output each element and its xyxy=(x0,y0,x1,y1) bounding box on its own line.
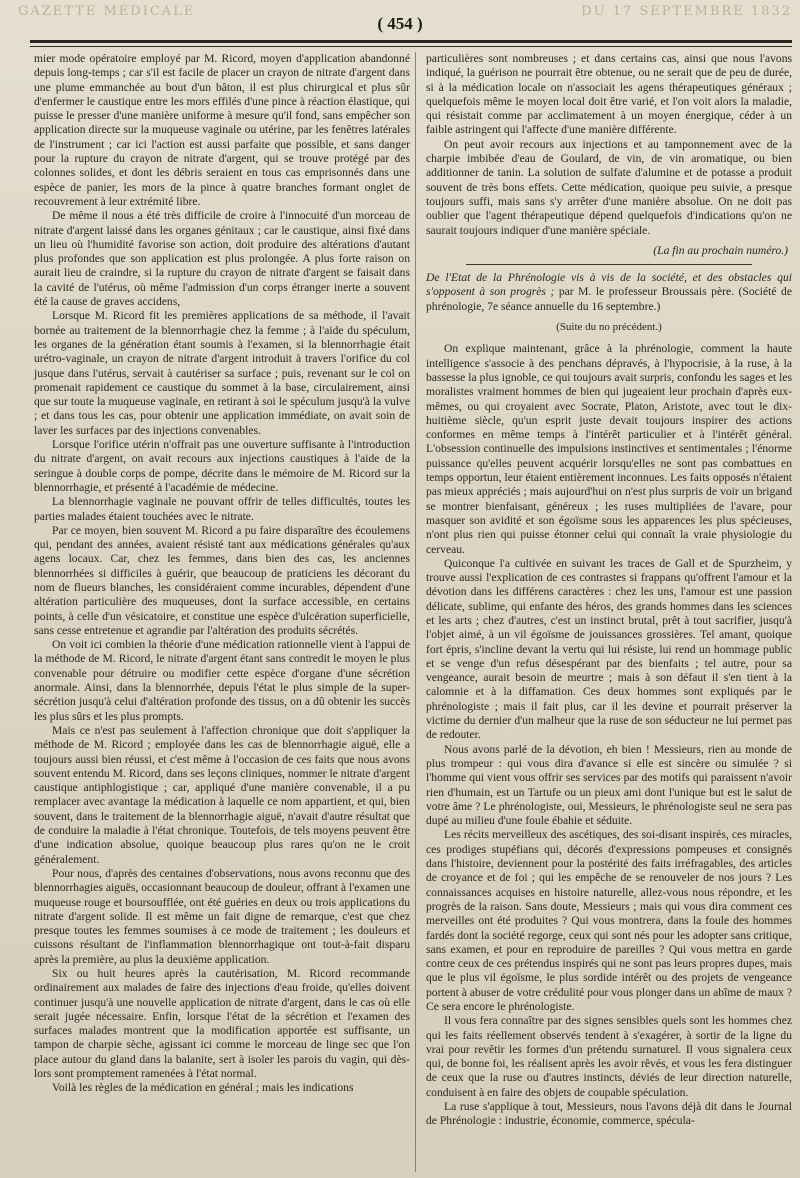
left-paragraph: Mais ce n'est pas seulement à l'affection chronique que doit s'appliquer la méthode de M. Ricord ; employée dans les cas de blennorrhagie aiguë, elle a toujours aussi bien réussi, et c'est même à l'occasion de ces faits que nous avons souvent entendu M. Ricord, dans ses leçons cliniques, nommer le nitrate d'argent caustique antiphlogistique ; car, appliqué d'une manière convenable, il a pu remplacer avec avantage la médication à laquelle ce nom appartient, et qui, bien souvent, dans le traitement de la blennorrhagie aiguë, n'avait d'autre résultat que de conduire la maladie à l'état chronique. Toutefois, de tels moyens peuvent être d'une indication absolue, quoique beaucoup plus rares qu'on ne le croit généralement. xyxy=(34,723,410,866)
left-paragraph: Six ou huit heures après la cautérisation, M. Ricord recommande ordinairement aux malades de faire des injections d'eau froide, qu'elles doivent continuer jusqu'à une nouvelle application de nitrate d'argent, dans le cas où elle serait jugée nécessaire. Enfin, lorsque l'état de la sécrétion et l'examen des surfaces malades montrent que la modification apportée est suffisante, un tampon de charpie sèche, agissant ici comme le morceau de linge sec que l'on place autour du gland dans la balanite, sert à isoler les parois du vagin, qui dès-lors sont promptement ramenées à l'état normal. xyxy=(34,967,410,1081)
header-rule-thin xyxy=(30,46,792,47)
article-title-rest: par M. le professeur Broussais père. (Société de phrénologie, 7e séance annuelle du 16 septembre.) xyxy=(426,285,792,313)
continuation-note: (La fin au prochain numéro.) xyxy=(653,243,788,257)
article-paragraph: Il vous fera connaître par des signes sensibles quels sont les hommes chez qui les faits réellement observés tendent à s'exagérer, à sortir de la ligne du vrai pour revêtir les formes d'un prétendu surnaturel. Il vous signalera ceux qui, de bonne foi, les réalisent après les avoir rêvés, et vous les fera distinguer de ceux que la ruse ou d'autres instincts, déviés de leur direction naturelle, conduisent à en faire des objets de coupable spéculation. xyxy=(426,1014,792,1099)
article-paragraph: La ruse s'applique à tout, Messieurs, nous l'avons déjà dit dans le Journal de Phrénologie : industrie, économie, commerce, spécula- xyxy=(426,1100,792,1128)
left-paragraph: De même il nous a été très difficile de croire à l'innocuité d'un morceau de nitrate d'argent laissé dans les organes génitaux ; car le caustique, ainsi fixé dans un lieu où l'humidité favorise son action, doit produire des altérations d'autant plus profondes que son application est plus prolongée. A plus forte raison on aurait lieu de craindre, si la rupture du crayon de nitrate d'argent se faisait dans la cavité de l'utérus, où même l'admission d'un corps étranger inerte a souvent été la cause de graves accidens, xyxy=(34,209,410,309)
article-suite: (Suite du no précédent.) xyxy=(556,321,662,334)
left-paragraph: Lorsque M. Ricord fit les premières applications de sa méthode, il l'avait bornée au traitement de la blennorrhagie chez la femme ; à l'aide du spéculum, les organes de la génération étant soumis à l'examen, si la blennorrhagie était urétro-vaginale, un crayon de nitrate d'argent introduit à travers l'orifice du col jusque dans l'utérus, servait à cautériser sa surface ; puis, revenant sur le col on promenait rapidement ce caustique du sommet à la base, circulairement, ainsi que sur toute la muqueuse vaginale, en retirant à soi le spéculum jusqu'à la vulve ; et dans tous les cas, pour obtenir une application immédiate, on avait soin de laver les surfaces par des injections convenables. xyxy=(34,309,410,437)
left-paragraph: On voit ici combien la théorie d'une médication rationnelle vient à l'appui de la méthode de M. Ricord, le nitrate d'argent étant sans contredit le moyen le plus convenable pour détruire ou modifier cette espèce d'organe d'une sécrétion anormale. Ainsi, dans la blennorrhée, depuis l'état le plus simple de la super-sécrétion jusqu'à celui d'altération profonde des tissus, on a dû obtenir les succès les plus sûrs et les plus prompts. xyxy=(34,638,410,723)
right-paragraph: particulières sont nombreuses ; et dans certains cas, ainsi que nous l'avons indiqué, la guérison ne pourrait être obtenue, ou ne serait que de peu de durée, si à la médication locale on n'associait les agens thérapeutiques généraux ; quelquefois même le moyen local doit être varié, et l'on voit alors la maladie, qui résistait comme par acclimatement à un moyen énergique, céder à un faible astringent qui l'affecte d'une manière différente. xyxy=(426,52,792,137)
article-title-italic: De l'Etat de la Phrénologie vis à vis de la société, et des obstacles qui s'opposent à son progrès ; xyxy=(426,271,792,299)
page-number: ( 454 ) xyxy=(377,14,423,33)
left-paragraph: Pour nous, d'après des centaines d'observations, nous avons reconnu que des blennorrhagies aiguës, occasionnant beaucoup de douleur, offrant à l'examen une muqueuse rouge et boursoufflée, ont été guéries en deux ou trois applications du nitrate d'argent solide. Il est même un fait digne de remarque, c'est que chez presque toutes les femmes soumises à ce mode de traitement ; les douleurs et cuissons résultant de l'inflammation blennorrhagique ont tout-à-fait disparu après la première, au plus la deuxième application. xyxy=(34,866,410,966)
column-divider xyxy=(415,52,416,1172)
left-paragraph: Par ce moyen, bien souvent M. Ricord a pu faire disparaître des écoulemens qui, pendant des années, avaient résisté tant aux médications générales qu'aux agens locaux. Car, chez les femmes, dans bien des cas, les anciennes blennorrhées si difficiles à guérir, que beaucoup de praticiens les décorant du nom de flueurs blanches, les considéraient comme incurables, dépendent d'une altération particulière des muqueuses, dont la surface accessible, en certains points, à celle d'un vésicatoire, et constitue une espèce d'ulcération superficielle, sans cesse entretenue et agrandie par l'altération des produits sécrétés. xyxy=(34,523,410,637)
left-paragraph: La blennorrhagie vaginale ne pouvant offrir de telles difficultés, toutes les parties malades étaient touchées avec le nitrate. xyxy=(34,495,410,523)
right-column xyxy=(426,52,792,1129)
bleed-through-text-left: GAZETTE MÉDICALE xyxy=(18,4,196,19)
article-paragraph: Nous avons parlé de la dévotion, eh bien ! Messieurs, rien au monde de plus trompeur : qui vous dira d'avance si elle est sincère ou simulée ? si l'homme qui vient vous offrir ses services par des motifs qui paraissent n'avoir rien d'humain, est un Tartufe ou un pieux ami dont l'unique but est le salut de votre âme ? Le phrénologiste, oui, Messieurs, le phrénologiste seul ne sera pas dupé au milieu d'une foule ébahie et séduite. xyxy=(426,742,792,828)
article-separator xyxy=(466,264,752,265)
article-paragraph: On explique maintenant, grâce à la phrénologie, comment la haute intelligence s'associe à des penchans dépravés, à l'hypocrisie, à la ruse, à la bassesse la plus ignoble, ce qui toujours avait surpris, confondu les sages et les moralistes vraiment hommes de bien qui jugeaient leur prochain d'après eux-mêmes, ou qui croyaient avec Socrate, Platon, Aristote, avec tout le dix-huitième siècle, qu'un esprit juste devait toujours inspirer des actions conformes en même temps à l'intérêt particulier et à l'intérêt général. L'obsession continuelle des impulsions instinctives et sentimentales ; l'énorme puissance qu'elles peuvent acquérir lorsqu'elles ne sont pas combattues en temps opportun, leur étaient entièrement inconnues. Les faits opposés n'étaient pas mieux appréciés ; mais aujourd'hui on n'est plus surpris de voir un brigand se montrer bienfaisant, généreux ; les ruses multipliées de l'avare, pour masquer son avidité et son égoïsme sous les apparences les plus spécieuses, n'ont plus rien qui puisse étonner celui qui connaît la vraie physiologie du cerveau. xyxy=(426,342,792,556)
header-rule-thick xyxy=(30,40,792,43)
article-paragraph: Quiconque l'a cultivée en suivant les traces de Gall et de Spurzheim, y trouve aussi l'explication de ces contrastes si frappans qu'offrent l'amour et la dévotion dans les différens caractères : chez les uns, l'amour est une passion délicate, sublime, qui enfante des héros, des grands hommes dans les sciences et les arts ; chez d'autres, c'est un instinct brutal, prêt à tout sacrifier, jusqu'à l'objet aimé, à un vil égoïsme de jouissances grossières. Tel amant, quoique fort épris, s'incline devant la vertu qui lui résiste, lui rend un hommage public et se venge d'un refus désespérant par des bienfaits ; tel autre, pour sa vengeance, aurait besoin de meurtre ; mais à son défaut il s'en tient à la calomnie et à la diffamation. Ces deux hommes sont expliqués par le phrénologiste ; mais il fait plus, car il les devine et pourrait préserver la victime du dernier d'un malheur que la ruse de son séducteur ne lui permet pas de redouter. xyxy=(426,556,792,742)
right-paragraph: On peut avoir recours aux injections et au tamponnement avec de la charpie imbibée d'eau de Goulard, de vin, de vin aromatique, ou bien additionner de tanin. La solution de sulfate d'alumine et de potasse a produit souvent de très bons effets. Cette médication, quoique peu suivie, a presque toujours suffi, mais sans s'y arrêter d'une manière absolue. On ne doit pas oublier que l'agent thérapeutique dépend quelquefois d'indications qu'on ne saurait toujours indiquer d'une manière spéciale. xyxy=(426,137,792,237)
article-title xyxy=(426,271,792,314)
bleed-through-text-right: DU 17 SEPTEMBRE 1832 xyxy=(581,4,792,19)
left-paragraph: Lorsque l'orifice utérin n'offrait pas une ouverture suffisante à l'introduction du nitrate d'argent, on avait recours aux injections caustiques à l'aide de la seringue à double corps de pompe, décrite dans le mémoire de M. Ricord sur la blennorrhagie, et présenté à l'académie de médecine. xyxy=(34,438,410,494)
article-paragraph: Les récits merveilleux des ascétiques, des soi-disant inspirés, ces miracles, ces prodiges stupéfians qui, décorés d'expressions pompeuses et consignés dans l'histoire, deviennent pour la postérité des faits irréfragables, des articles de croyance et de foi ; qui les empêche de se renouveler de nos jours ? Les connaissances acquises en histoire naturelle, allez-vous nous répondre, et les progrès de la raison. Sans doute, Messieurs ; mais qui vous dira comment ces merveilles ont été produites ? Qui vous montrera, dans la foule des hommes fardés dont la société regorge, ceux qui sont nés pour les adopter sans critique, sans examen, et pour en reproduire de pareilles ? Qui vous mettra en garde contre ceux de ces prétendus inspirés qui ne sont pas leurs propres dupes, mais que le plus vil égoïsme, le plus sordide intérêt ou des projets de vengeance portent à abuser de votre crédulité pour vous plonger dans un abîme de maux ? Ce sera encore le phrénologiste. xyxy=(426,828,792,1013)
left-paragraph: mier mode opératoire employé par M. Ricord, moyen d'application abandonné depuis long-temps ; car s'il est facile de placer un crayon de nitrate d'argent dans une plume emmanchée au bout d'un bâton, il est plus chirurgical et plus sûr d'enfermer le caustique entre les mors effilés d'une pince à réaction élastique, qui puisse le presser d'une manière uniforme à mesure qu'il fond, sans empêcher son application directe sur la muqueuse vaginale ou utérine, par les fenêtres latérales de l'instrument ; car ici l'action est aussi parfaite que possible, et sans danger pour la rupture du crayon de nitrate d'argent, qui se trouve protégé par des colonnes solides, et dont les débris seraient en tous cas emprisonnés dans une espèce de panier, les mors de la pince à quatre branches formant onglet de recouvrement à leur extrémité libre. xyxy=(34,52,410,208)
left-paragraph: Voilà les règles de la médication en général ; mais les indications xyxy=(52,1081,354,1095)
left-column xyxy=(34,52,410,1096)
